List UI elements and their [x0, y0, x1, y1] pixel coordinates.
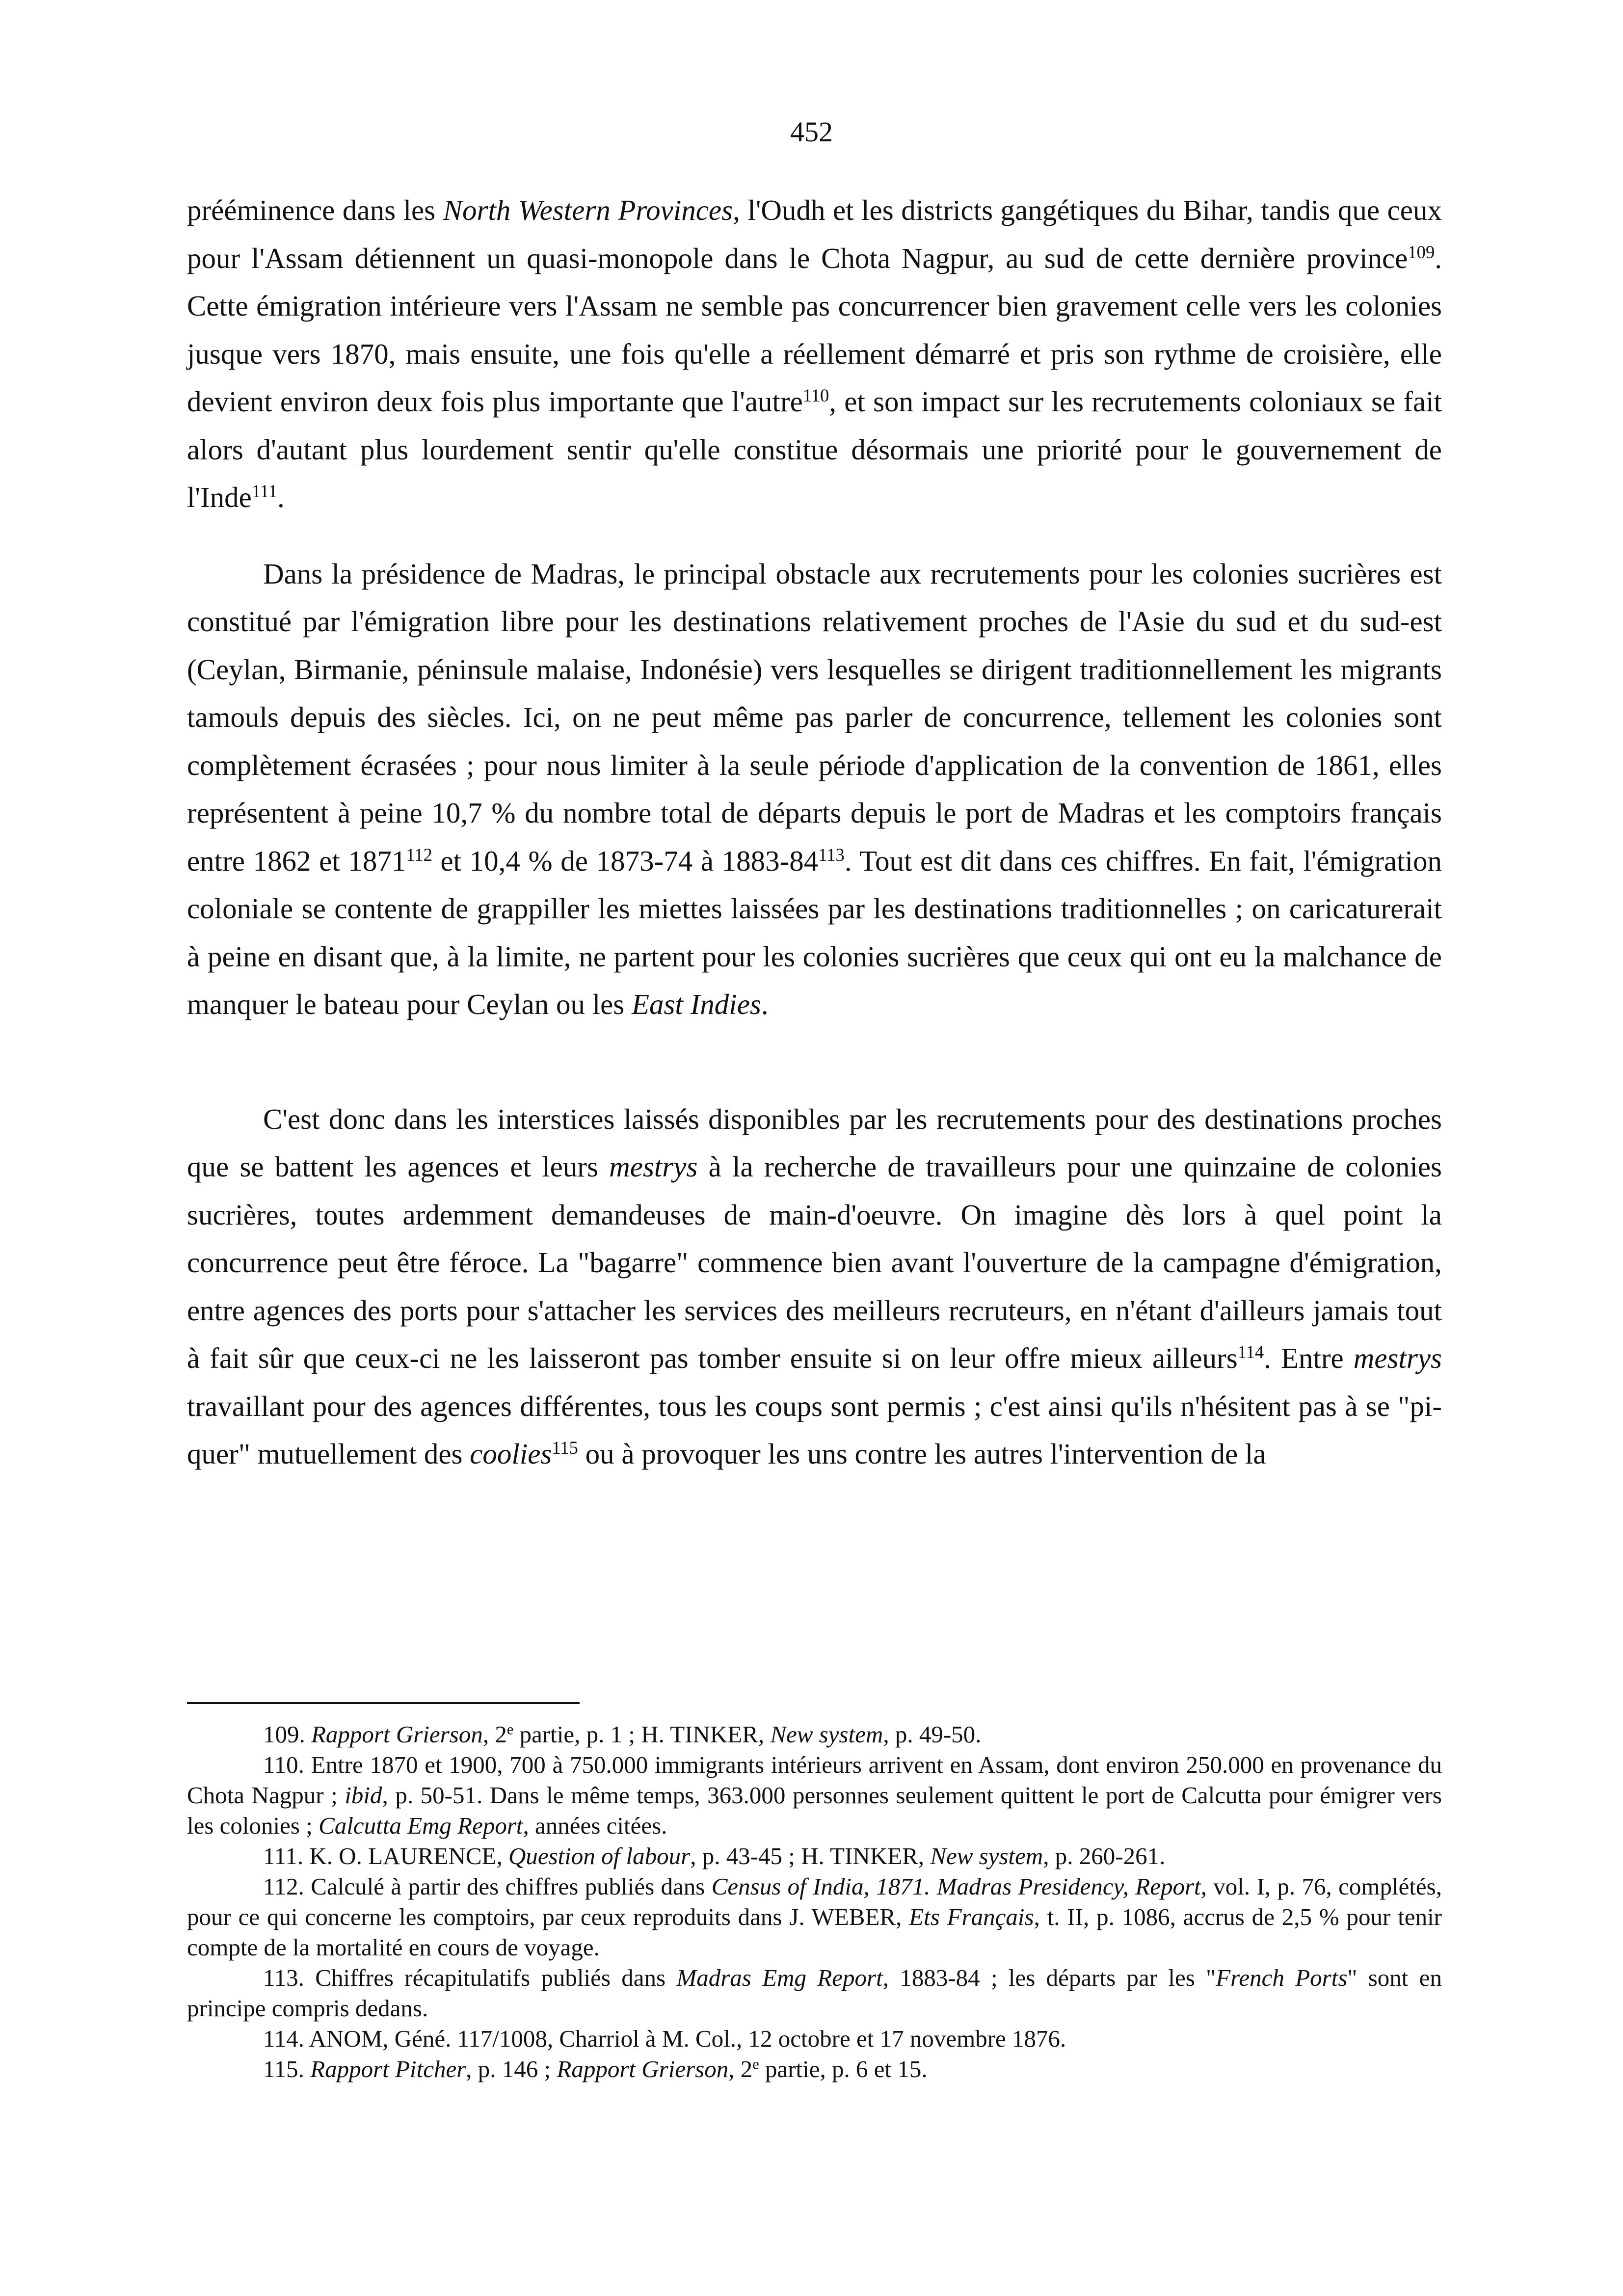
footnote-109-note-ref: e [506, 1721, 514, 1738]
footnote-112-text: 112. Calculé à partir des chiffres publiés dans [263, 1873, 712, 1900]
footnote-115-text: , p. 146 ; [466, 2056, 557, 2082]
footnote-112 [187, 1871, 1442, 1963]
footnote-110-text: 110. Entre 1870 et 1900, 700 à 750.000 immigrants intérieurs arrivent en Assam, dont environ 250.000 en provenance du Chota Nagpur ; [187, 1751, 1442, 1809]
footnotes [187, 1719, 1442, 2084]
paragraph-2 [187, 550, 1442, 1029]
footnote-114-text: 114. ANOM, Géné. 117/1008, Charriol à M. Col., 12 octobre et 17 novembre 1876. [263, 2025, 1066, 2052]
footnote-109-text: , p. 49-50. [883, 1721, 982, 1748]
footnote-111-text: , p. 43-45 ; H. TINKER, [690, 1842, 931, 1869]
footnote-109-text: , 2 [482, 1721, 507, 1748]
footnote-110 [187, 1750, 1442, 1841]
paragraph-1-italic-text: North Western Provinces [443, 194, 733, 226]
paragraph-3-italic-text: mestrys [1353, 1342, 1442, 1374]
footnote-111-italic-text: Question of labour [508, 1842, 691, 1869]
paragraph-1-text: , et son impact sur les recrutements coloniaux se fait alors d'autant plus lourdement sentir qu'elle constitue désormais une priorité pour le gouvernement de l'Inde [187, 385, 1442, 513]
footnote-111-text: , p. 260-261. [1043, 1842, 1166, 1869]
paragraph-1-text: . [277, 481, 285, 513]
footnote-113 [187, 1963, 1442, 2024]
footnote-115-italic-text: Rapport Pitcher [310, 2056, 466, 2082]
paragraph-1-text: , l'Oudh et les districts gangétiques du Bihar, tandis que ceux pour l'Assam détiennent un quasi-monopole dans le Chota Nagpur, au sud de cette dernière province [187, 194, 1442, 274]
footnote-110-italic-text: ibid [345, 1782, 382, 1809]
footnote-113-text: " sont en principe compris dedans. [187, 1964, 1442, 2022]
footnote-separator [187, 1702, 580, 1704]
paragraph-3-italic-text: mestrys [609, 1150, 698, 1183]
footnote-109-italic-text: New system [770, 1721, 883, 1748]
paragraph-3-text: . Entre [1264, 1342, 1354, 1374]
paragraph-3-text: ou à provoquer les uns contre les autres l'intervention de la [578, 1438, 1266, 1470]
footnote-114 [187, 2024, 1442, 2054]
paragraph-1-note-ref: 111 [251, 481, 278, 501]
paragraph-1-note-ref: 110 [802, 385, 829, 405]
paragraph-3 [187, 1095, 1442, 1478]
footnote-110-text: , p. 50-51. Dans le même temps, 363.000 personnes seulement quittent le port de Calcutta pour émigrer vers les colonies ; [187, 1782, 1442, 1839]
main-text [187, 187, 1442, 1478]
footnote-112-italic-text: Ets Français [909, 1903, 1034, 1930]
footnote-109 [187, 1719, 1442, 1750]
paragraph-1-text: prééminence dans les [187, 194, 443, 226]
paragraph-3-text: travaillant pour des agences différentes, tous les coups sont permis ; c'est ainsi qu'ils n'hésitent pas à se "piquer" mutuellement des [187, 1389, 1442, 1470]
paragraph-2-note-ref: 112 [406, 844, 432, 865]
footnote-110-italic-text: Calcutta Emg Report [319, 1812, 523, 1839]
footnote-110-text: , années citées. [523, 1812, 667, 1839]
paragraph-3-text: C'est donc dans les interstices laissés disponibles par les recrutements pour des destinations proches que se battent les agences et leurs [187, 1102, 1442, 1183]
footnote-111-text: 111. K. O. LAURENCE, [263, 1842, 508, 1869]
footnote-112-italic-text: Census of India, 1871. Madras Presidency, Report [711, 1873, 1201, 1900]
paragraph-1-text: . Cette émigration intérieure vers l'Assam ne semble pas concurrencer bien gravement celle vers les colonies jusque vers 1870, mais ensuite, une fois qu'elle a réellement démarré et pris son rythme de croisière, elle devient environ deux fois plus importante que l'autre [187, 241, 1442, 418]
footnote-115-text: , 2 [728, 2056, 753, 2082]
footnote-113-italic-text: Madras Emg Report [676, 1964, 883, 1991]
footnote-112-text: , vol. I, p. 76, complétés, pour ce qui concerne les comptoirs, par ceux reproduits dans J. WEBER, [187, 1873, 1442, 1930]
paragraph-1-note-ref: 109 [1408, 241, 1435, 262]
footnote-111 [187, 1841, 1442, 1871]
footnote-109-italic-text: Rapport Grierson [311, 1721, 483, 1748]
paragraph-2-text: . [761, 988, 769, 1020]
footnote-113-italic-text: French Ports [1216, 1964, 1348, 1991]
footnote-113-text: , 1883-84 ; les départs par les " [882, 1964, 1216, 1991]
paragraph-3-italic-text: coolies [470, 1438, 552, 1470]
footnote-115-note-ref: e [752, 2056, 759, 2073]
footnote-113-text: 113. Chiffres récapitulatifs publiés dans [263, 1964, 677, 1991]
paragraph-2-note-ref: 113 [818, 844, 845, 865]
paragraph-3-note-ref: 114 [1237, 1341, 1264, 1362]
paragraph-3-text: à la recherche de travailleurs pour une quinzaine de colonies sucrières, toutes ardemment demandeuses de main-d'oeuvre. On imagine dès lors à quel point la concurrence peut être féroce. La "bagarre" commence bien avant l'ouverture de la campagne d'émigration, entre agences des ports pour s'attacher les services des meilleurs recruteurs, en n'étant d'ailleurs jamais tout à fait sûr que ceux-ci ne les laisseront pas tomber ensuite si on leur offre mieux ailleurs [187, 1150, 1442, 1374]
footnote-115-italic-text: Rapport Grierson [557, 2056, 729, 2082]
paragraph-2-text: Dans la présidence de Madras, le principal obstacle aux recrutements pour les colonies sucrières est constitué par l'émigration libre pour les destinations relativement proches de l'Asie du sud et du sud-est (Ceylan, Birmanie, péninsule malaise, Indonésie) vers lesquelles se dirigent traditionnellement les migrants tamouls depuis des siècles. Ici, on ne peut même pas parler de concurrence, tellement les colonies sont complètement écrasées ; pour nous limiter à la seule période d'application de la convention de 1861, elles représentent à peine 10,7 % du nombre total de départs depuis le port de Madras et les comptoirs français entre 1862 et 1871 [187, 557, 1442, 877]
footnote-115-text: partie, p. 6 et 15. [759, 2056, 928, 2082]
footnote-112-text: , t. II, p. 1086, accrus de 2,5 % pour tenir compte de la mortalité en cours de voyage. [187, 1903, 1442, 1961]
footnote-111-italic-text: New system [930, 1842, 1043, 1869]
footnote-109-text: 109. [263, 1721, 311, 1748]
page-number: 452 [790, 116, 833, 148]
paragraph-2-text: et 10,4 % de 1873-74 à 1883-84 [432, 844, 819, 877]
footnote-115 [187, 2054, 1442, 2084]
paragraph-1 [187, 187, 1442, 522]
paragraph-3-note-ref: 115 [552, 1437, 578, 1458]
paragraph-2-text: . Tout est dit dans ces chiffres. En fait, l'émigration coloniale se contente de grappiller les miettes laissées par les destinations traditionnelles ; on caricaturerait à peine en disant que, à la limite, ne partent pour les colonies sucrières que ceux qui ont eu la malchance de manquer le bateau pour Ceylan ou les [187, 844, 1442, 1020]
footnote-115-text: 115. [263, 2056, 311, 2082]
footnote-109-text: partie, p. 1 ; H. TINKER, [513, 1721, 771, 1748]
paragraph-2-italic-text: East Indies [632, 988, 761, 1020]
